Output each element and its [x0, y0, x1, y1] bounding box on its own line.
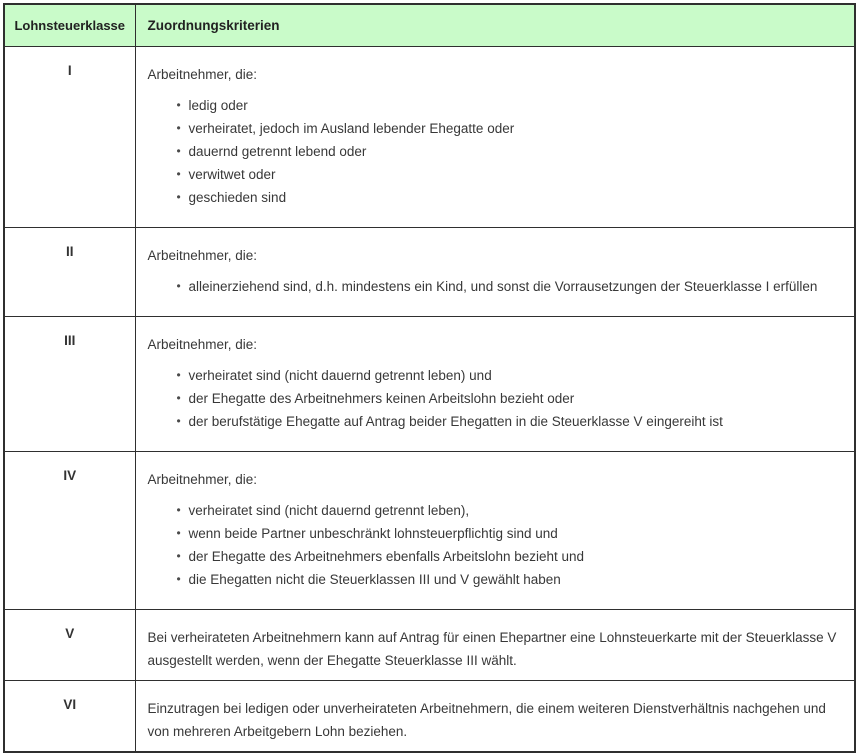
criteria-item: • verheiratet sind (nicht dauernd getrennt leben) und [177, 364, 845, 387]
criteria-list [148, 94, 845, 209]
criteria-item: • geschieden sind [177, 186, 845, 209]
tax-class-label: III [4, 317, 135, 452]
column-header-lohnsteuerklasse: Lohnsteuerklasse [4, 4, 135, 47]
criteria-item: • die Ehegatten nicht die Steuerklassen III und V gewählt haben [177, 568, 845, 591]
table-row [4, 228, 855, 317]
table-row [4, 452, 855, 610]
criteria-item: • dauernd getrennt lebend oder [177, 140, 845, 163]
criteria-intro: Arbeitnehmer, die: [147, 337, 258, 352]
criteria-item: • der berufstätige Ehegatte auf Antrag beider Ehegatten in die Steuerklasse V eingereiht ist [177, 410, 845, 433]
table-header-row [4, 4, 855, 47]
criteria-item: • wenn beide Partner unbeschränkt lohnsteuerpflichtig sind und [177, 522, 845, 545]
criteria-cell [135, 228, 855, 317]
criteria-cell [135, 317, 855, 452]
criteria-text: Einzutragen bei ledigen oder unverheirateten Arbeitnehmern, die einem weiteren Dienstverhältnis nachgehen und von mehreren Arbeitgebern Lohn beziehen. [147, 701, 826, 739]
criteria-intro: Arbeitnehmer, die: [147, 67, 258, 82]
table-row [4, 681, 855, 753]
criteria-cell [135, 452, 855, 610]
criteria-list [148, 499, 845, 591]
tax-class-label: IV [4, 452, 135, 610]
criteria-cell [135, 610, 855, 681]
criteria-item: • der Ehegatte des Arbeitnehmers ebenfalls Arbeitslohn bezieht und [177, 545, 845, 568]
tax-class-label: I [4, 47, 135, 228]
column-header-zuordnungskriterien: Zuordnungskriterien [135, 4, 855, 47]
criteria-text: Bei verheirateten Arbeitnehmern kann auf Antrag für einen Ehepartner eine Lohnsteuerkarte mit der Steuerklasse V ausgestellt werden, wenn der Ehegatte Steuerklasse III wählt. [147, 630, 837, 668]
tax-class-label: V [4, 610, 135, 681]
criteria-intro: Arbeitnehmer, die: [147, 472, 258, 487]
tax-class-label: VI [4, 681, 135, 753]
criteria-item: • der Ehegatte des Arbeitnehmers keinen Arbeitslohn bezieht oder [177, 387, 845, 410]
table-row [4, 610, 855, 681]
table-row [4, 47, 855, 228]
criteria-cell [135, 47, 855, 228]
tax-class-label: II [4, 228, 135, 317]
criteria-item: • ledig oder [177, 94, 845, 117]
criteria-item: • verheiratet sind (nicht dauernd getrennt leben), [177, 499, 845, 522]
criteria-list [148, 364, 845, 433]
criteria-intro: Arbeitnehmer, die: [147, 248, 258, 263]
table-row [4, 317, 855, 452]
criteria-cell [135, 681, 855, 753]
lohnsteuerklasse-table [3, 3, 856, 753]
criteria-item: • verwitwet oder [177, 163, 845, 186]
criteria-list [148, 275, 845, 298]
criteria-item: • verheiratet, jedoch im Ausland lebender Ehegatte oder [177, 117, 845, 140]
criteria-item: • alleinerziehend sind, d.h. mindestens ein Kind, und sonst die Vorrausetzungen der Steuerklasse I erfüllen [177, 275, 845, 298]
